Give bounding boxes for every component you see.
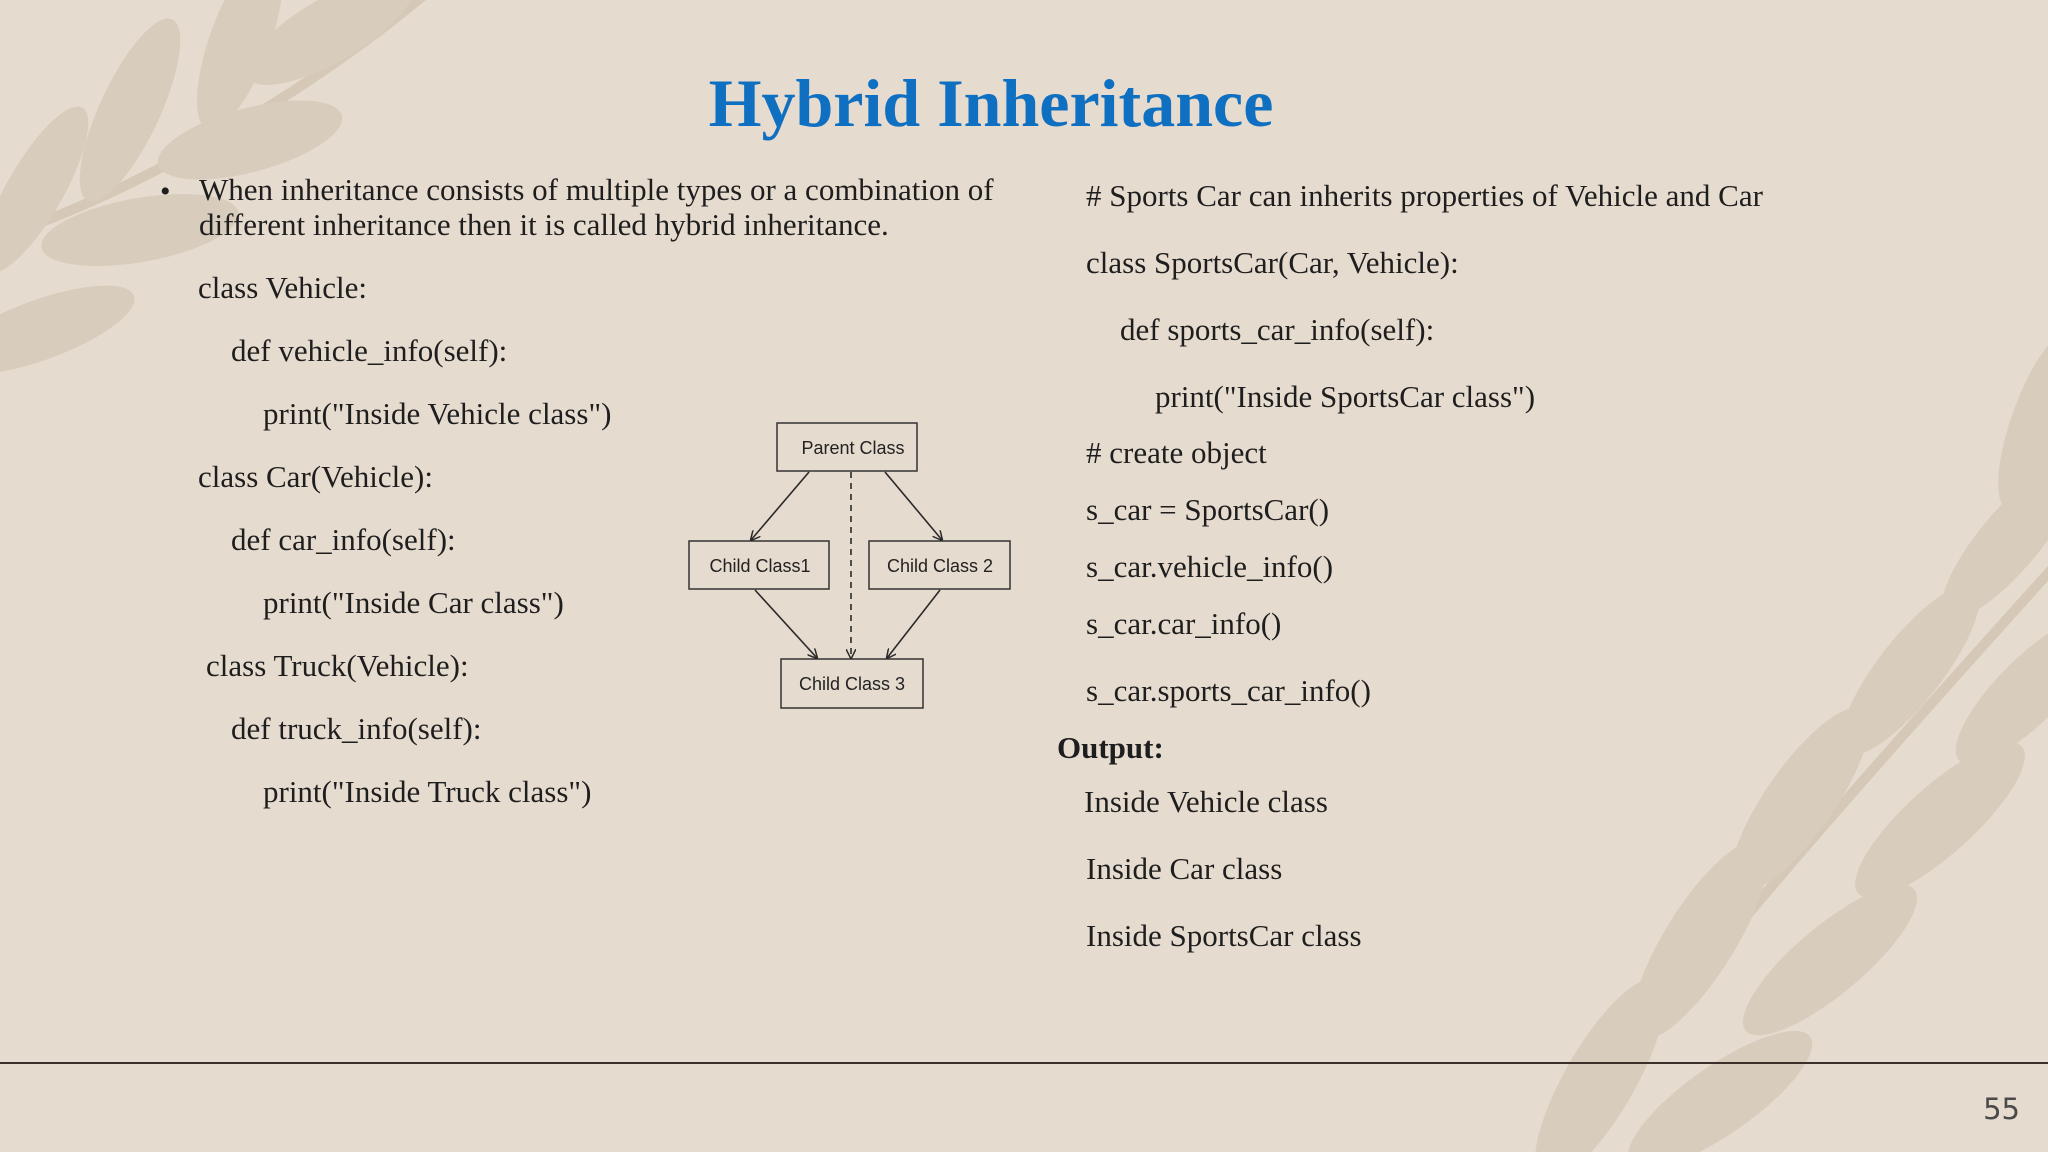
child-class1-label: Child Class1	[709, 556, 811, 576]
code-line: s_car.vehicle_info()	[1086, 549, 1334, 584]
arrow-parent-child1	[751, 472, 809, 540]
arrow-child2-child3	[887, 590, 940, 658]
output-heading: Output:	[1057, 730, 1164, 765]
code-line: print("Inside Car class")	[263, 585, 564, 620]
page-number: 55	[1983, 1092, 2020, 1126]
code-line: def sports_car_info(self):	[1120, 312, 1435, 347]
child-class2-label: Child Class 2	[886, 556, 994, 576]
inheritance-diagram	[680, 415, 1020, 715]
output-line: Inside Vehicle class	[1084, 784, 1328, 819]
code-line: print("Inside SportsCar class")	[1155, 379, 1536, 414]
code-line: def car_info(self):	[231, 522, 456, 557]
code-comment: # create object	[1086, 435, 1267, 470]
parent-class-label: Parent Class	[801, 438, 905, 458]
footer-divider	[0, 1062, 2048, 1064]
code-line: class SportsCar(Car, Vehicle):	[1086, 245, 1459, 280]
code-line: s_car.sports_car_info()	[1086, 673, 1371, 708]
slide-title: Hybrid Inheritance	[708, 65, 1274, 141]
output-line: Inside SportsCar class	[1086, 918, 1362, 953]
code-line: print("Inside Vehicle class")	[263, 396, 612, 431]
code-comment: # Sports Car can inherits properties of Vehicle and Car	[1086, 178, 1763, 213]
code-line: s_car.car_info()	[1086, 606, 1282, 641]
code-line: class Truck(Vehicle):	[206, 648, 469, 683]
code-line: s_car = SportsCar()	[1086, 492, 1330, 527]
arrow-child1-child3	[755, 590, 817, 658]
bullet-text: When inheritance consists of multiple types or a combination of different inheritance then it is called hybrid inheritance.	[199, 172, 994, 242]
bullet-marker: •	[160, 175, 171, 208]
arrow-parent-child2	[885, 472, 942, 540]
code-line: def vehicle_info(self):	[231, 333, 508, 368]
code-line: print("Inside Truck class")	[263, 774, 592, 809]
code-line: class Vehicle:	[198, 270, 368, 305]
output-line: Inside Car class	[1086, 851, 1283, 886]
child-class3-label: Child Class 3	[798, 674, 906, 694]
code-line: def truck_info(self):	[231, 711, 482, 746]
code-line: class Car(Vehicle):	[198, 459, 433, 494]
